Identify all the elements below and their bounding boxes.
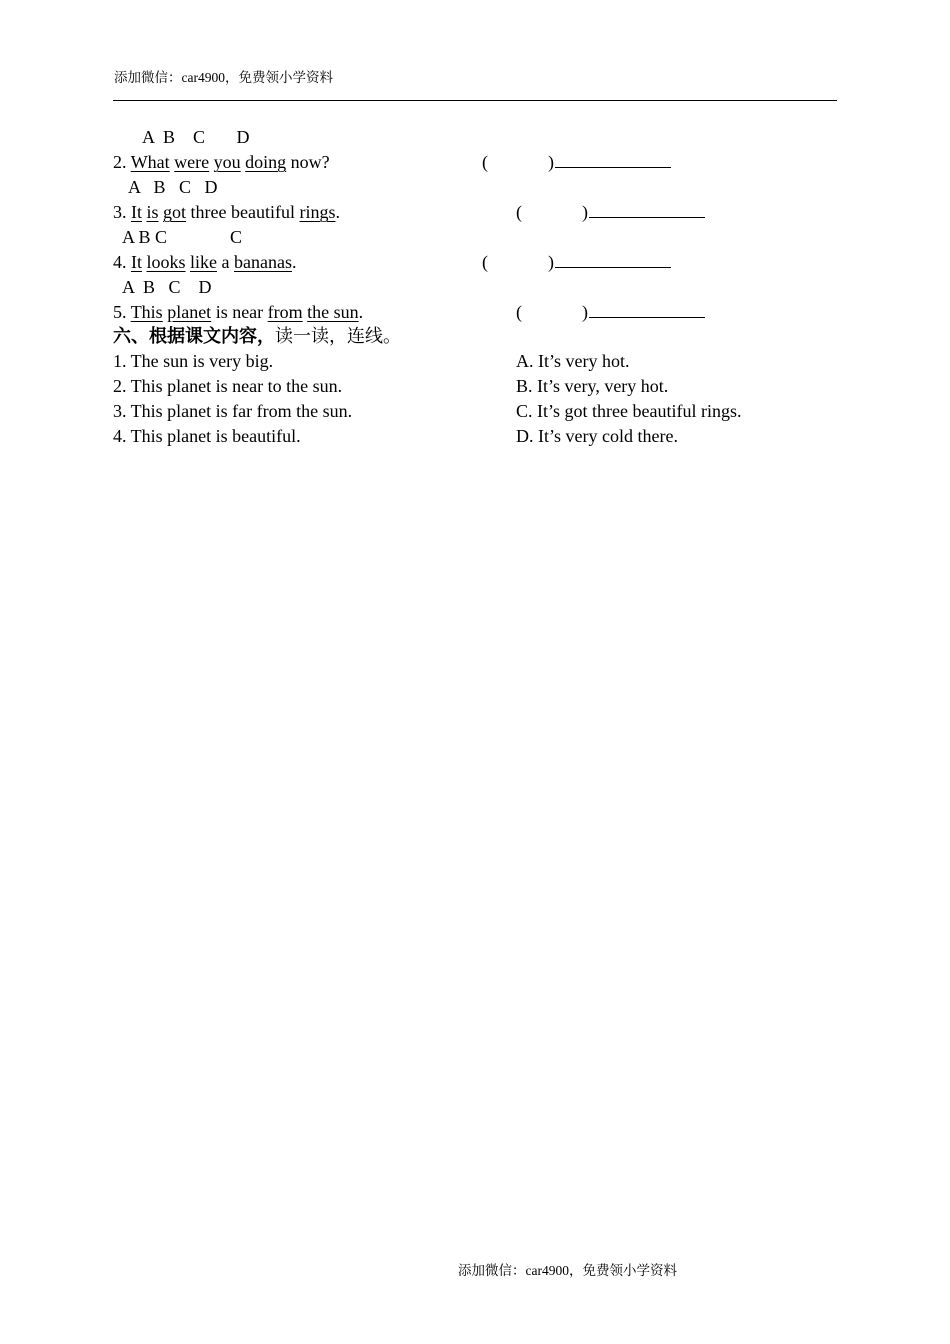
question-5: 5. This planet is near from the sun. (113, 302, 364, 322)
question-3: 3. It is got three beautiful rings. (113, 202, 340, 222)
q1-option-letters: A B C D (142, 127, 250, 147)
q4-option-letters: A B C D (122, 277, 212, 297)
question-4: 4. It looks like a bananas. (113, 252, 297, 272)
answer-box-3[interactable]: ( ) (516, 201, 705, 223)
match-right-item[interactable]: A. It’s very hot. (516, 351, 630, 371)
answer-blank-3[interactable] (589, 201, 705, 218)
match-left-item[interactable]: 3. This planet is far from the sun. (113, 401, 353, 421)
answer-blank-5[interactable] (589, 301, 705, 318)
match-right-item[interactable]: C. It’s got three beautiful rings. (516, 401, 742, 421)
question-2: 2. What were you doing now? (113, 152, 330, 172)
answer-blank-4[interactable] (555, 251, 671, 268)
answer-box-4[interactable]: ( ) (482, 251, 671, 273)
match-left-item[interactable]: 4. This planet is beautiful. (113, 426, 301, 446)
q3-option-letters: A B C C (122, 227, 243, 247)
header-divider (113, 100, 837, 101)
match-left-item[interactable]: 2. This planet is near to the sun. (113, 376, 343, 396)
match-right-item[interactable]: B. It’s very, very hot. (516, 376, 669, 396)
answer-box-5[interactable]: ( ) (516, 301, 705, 323)
match-right-item[interactable]: D. It’s very cold there. (516, 426, 678, 446)
match-left-item[interactable]: 1. The sun is very big. (113, 351, 274, 371)
section-6-title: 六、根据课文内容，读一读，连线。 (113, 326, 401, 346)
answer-blank-2[interactable] (555, 151, 671, 168)
answer-box-2[interactable]: ( ) (482, 151, 671, 173)
page-footer: 添加微信：car4900，免费领小学资料 (458, 1263, 677, 1278)
page-header: 添加微信：car4900，免费领小学资料 (114, 70, 333, 85)
q2-option-letters: A B C D (128, 177, 218, 197)
